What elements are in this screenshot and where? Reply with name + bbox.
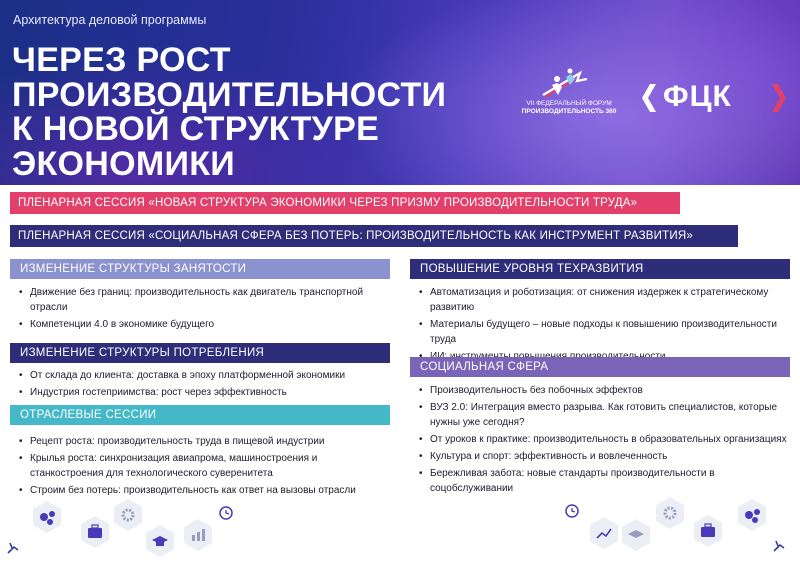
section-employment-list xyxy=(18,285,388,334)
header-banner xyxy=(0,0,800,185)
clock-icon xyxy=(566,505,578,517)
forum-logo-icon xyxy=(525,65,615,133)
list-item: • От уроков к практике: производительность в образовательных организациях xyxy=(418,432,790,447)
list-item: • ВУЗ 2.0: Интеграция вместо разрыва. Как готовить специалистов, которые нужны уже сегодня? xyxy=(418,400,790,430)
gears-icon xyxy=(738,499,766,531)
section-tech-list xyxy=(418,285,790,366)
runner-icon xyxy=(8,543,18,553)
briefcase-icon xyxy=(694,515,722,547)
bar-chart-icon xyxy=(590,517,618,549)
page-title: ЧЕРЕЗ РОСТ ПРОИЗВОДИТЕЛЬНОСТИ К НОВОЙ СТРУКТУРЕ ЭКОНОМИКИ xyxy=(12,41,447,183)
list-item: • Бережливая забота: новые стандарты производительности в соцобслуживании xyxy=(418,466,790,496)
list-item: • Рецепт роста: производительность труда в пищевой индустрии xyxy=(18,434,388,449)
list-item: • От склада до клиента: доставка в эпоху платформенной экономики xyxy=(18,368,388,383)
list-item: • Материалы будущего – новые подходы к повышению производительности труда xyxy=(418,317,790,347)
gear-icon xyxy=(114,499,142,531)
bar-chart-icon xyxy=(184,519,212,551)
list-item: • Компетенции 4.0 в экономике будущего xyxy=(18,317,388,332)
section-social-list xyxy=(418,383,790,498)
gears-icon xyxy=(33,501,61,533)
list-item: • Крылья роста: синхронизация авиапрома, машиностроения и станкостроения для технологического суверенитета xyxy=(18,451,388,481)
graduation-cap-icon xyxy=(622,519,650,551)
list-item: • Производительность без побочных эффектов xyxy=(418,383,790,398)
forum-name-line2: ПРОИЗВОДИТЕЛЬНОСТЬ 360 xyxy=(521,108,617,115)
list-item: • Индустрия гостеприимства: рост через эффективность xyxy=(18,385,388,400)
fck-logo-text: ФЦК xyxy=(663,80,732,113)
forum-name xyxy=(514,100,624,116)
runner-icon xyxy=(774,541,784,551)
section-industry-list xyxy=(18,434,388,500)
plenary-session-2: ПЛЕНАРНАЯ СЕССИЯ «СОЦИАЛЬНАЯ СФЕРА БЕЗ ПОТЕРЬ: ПРОИЗВОДИТЕЛЬНОСТЬ КАК ИНСТРУМЕНТ РАЗВИТИЯ» xyxy=(10,225,738,247)
decorative-hexagons xyxy=(0,495,800,565)
section-social-title: СОЦИАЛЬНАЯ СФЕРА xyxy=(410,357,790,377)
list-item: • Культура и спорт: эффективность и вовлеченность xyxy=(418,449,790,464)
forum-name-line1: VII ФЕДЕРАЛЬНЫЙ ФОРУМ xyxy=(526,100,612,107)
clock-icon xyxy=(220,507,232,519)
section-consumption-title: ИЗМЕНЕНИЕ СТРУКТУРЫ ПОТРЕБЛЕНИЯ xyxy=(10,343,390,363)
gear-icon xyxy=(656,497,684,529)
list-item: • Движение без границ: производительность как двигатель транспортной отрасли xyxy=(18,285,388,315)
section-consumption-list xyxy=(18,368,388,402)
list-item: • Автоматизация и роботизация: от снижения издержек к стратегическому развитию xyxy=(418,285,790,315)
architecture-label: Архитектура деловой программы xyxy=(13,13,207,27)
plenary-session-1: ПЛЕНАРНАЯ СЕССИЯ «НОВАЯ СТРУКТУРА ЭКОНОМИКИ ЧЕРЕЗ ПРИЗМУ ПРОИЗВОДИТЕЛЬНОСТИ ТРУДА» xyxy=(10,192,680,214)
graduation-cap-icon xyxy=(146,525,174,557)
list-item: • Строим без потерь: производительность как ответ на вызовы отрасли xyxy=(18,483,388,498)
section-industry-title: ОТРАСЛЕВЫЕ СЕССИИ xyxy=(10,405,390,425)
section-tech-title: ПОВЫШЕНИЕ УРОВНЯ ТЕХРАЗВИТИЯ xyxy=(410,259,790,279)
section-employment-title: ИЗМЕНЕНИЕ СТРУКТУРЫ ЗАНЯТОСТИ xyxy=(10,259,390,279)
briefcase-icon xyxy=(81,516,109,548)
